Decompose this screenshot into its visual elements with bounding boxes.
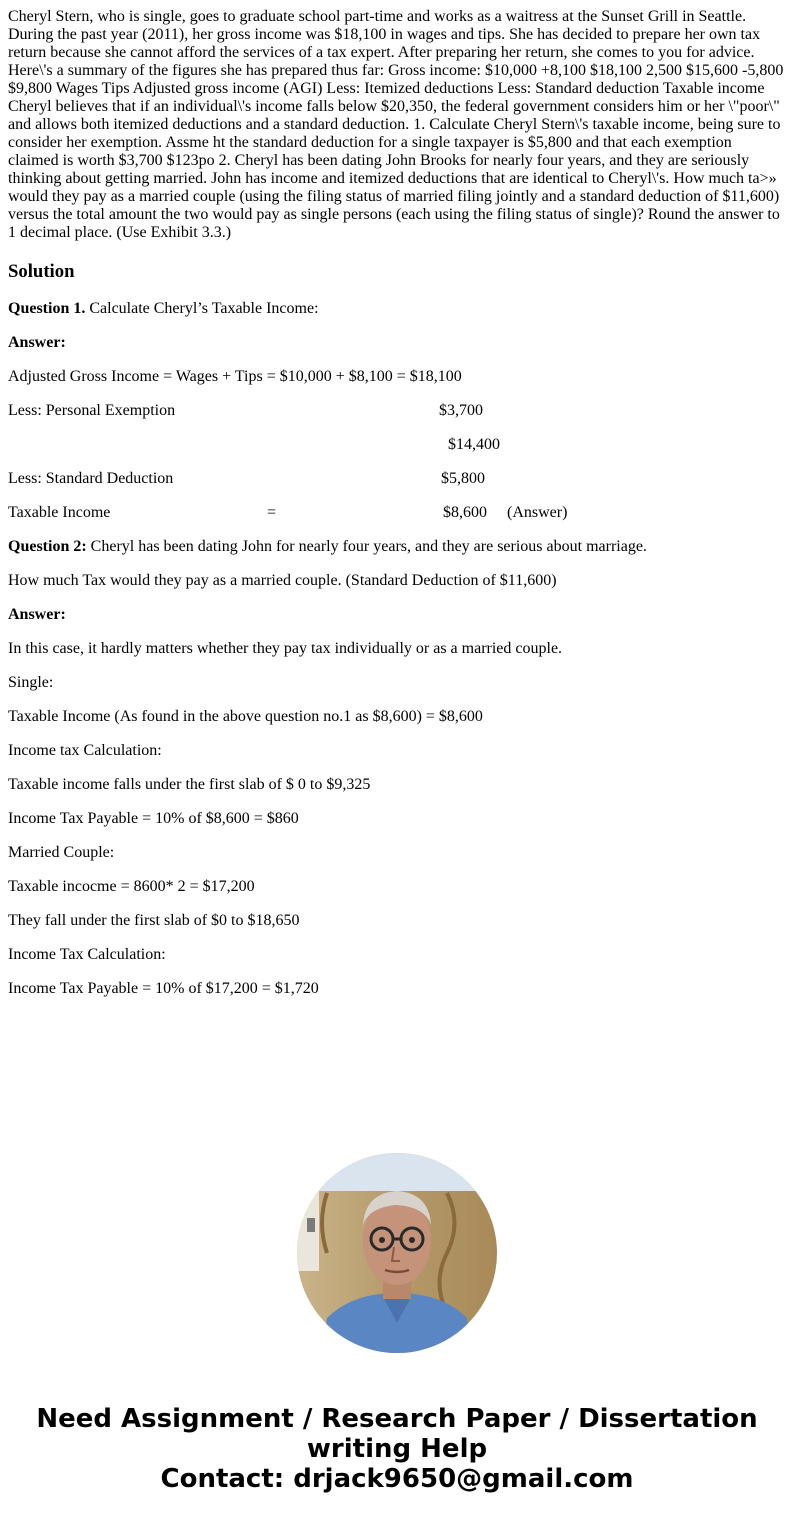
footer-contact-email: Contact: drjack9650@gmail.com [160,1464,634,1494]
subtotal-row [8,436,786,454]
exemption-row [8,402,786,420]
solution-line: Taxable incocme = 8600* 2 = $17,200 [8,878,255,895]
taxable-income-equals: = [267,504,277,521]
taxable-income-value: $8,600 [443,504,487,521]
question-1 [8,300,786,318]
avatar [297,1153,497,1353]
question-2-line2: How much Tax would they pay as a married couple. (Standard Deduction of $11,600) [8,572,557,589]
solution-line: In this case, it hardly matters whether they pay tax individually or as a married couple. [8,640,563,657]
taxable-income-row [8,504,786,522]
standard-deduction-value: $5,800 [441,470,485,487]
question-2-label: Question 2: [8,538,87,555]
avatar-photo [297,1153,497,1353]
answer-1-label: Answer: [8,334,66,351]
solution-line: Income Tax Calculation: [8,946,166,963]
problem-text: Cheryl Stern, who is single, goes to graduate school part-time and works as a waitress at the Sunset Grill in Seattle. During the past year (2011), her gross income was $18,100 in wages and tips. She has decided to prepare her own tax return because she cannot afford the services of a tax expert. After preparing her return, she comes to you for advice. Here\'s a summary of the figures she has prepared thus far: Gross income: $10,000 +8,100 $18,100 2,500 $15,600 -5,800 $9,800 Wages Tips Adjusted gross income (AGI) Less: Itemized deductions Less: Standard deduction Taxable income Cheryl believes that if an individual\'s income falls below $20,350, the federal government considers him or her \"poor\" and allows both itemized deductions and a standard deduction. 1. Calculate Cheryl Stern\'s taxable income, being sure to consider her exemption. Assme ht the standard deduction for a single taxpayer is $5,800 and that each exemption claimed is worth $3,700 $123po 2. Cheryl has been dating John Brooks for nearly four years, and they are seriously thinking about getting married. John has income and itemized deductions that are identical to Cheryl\'s. How much ta>» would they pay as a married couple (using the filing status of married filing jointly and a standard deduction of $11,600) versus the total amount the two would pay as single persons (each using the filing status of single)? Round the answer to 1 decimal place. (Use Exhibit 3.3.) [8,8,784,241]
subtotal-value: $14,400 [448,436,500,453]
solution-line: Income Tax Payable = 10% of $17,200 = $1,720 [8,980,319,997]
answer-2-label: Answer: [8,606,66,623]
solution-line: Income Tax Payable = 10% of $8,600 = $860 [8,810,299,827]
solution-line: Income tax Calculation: [8,742,162,759]
solution-line: Taxable Income (As found in the above question no.1 as $8,600) = $8,600 [8,708,483,725]
solution-line: Single: [8,674,54,691]
footer-line: writing Help [306,1434,488,1464]
standard-deduction-row [8,470,786,488]
taxable-income-note: (Answer) [507,504,568,521]
footer-line: Need Assignment / Research Paper / Dissertation [36,1404,758,1434]
question-2-text: Cheryl has been dating John for nearly four years, and they are serious about marriage. [86,538,647,555]
solution-line: Taxable income falls under the first slab of $ 0 to $9,325 [8,776,371,793]
exemption-label: Less: Personal Exemption [8,402,176,419]
agi-line: Adjusted Gross Income = Wages + Tips = $10,000 + $8,100 = $18,100 [8,368,462,385]
question-2 [8,538,786,556]
standard-deduction-label: Less: Standard Deduction [8,470,174,487]
taxable-income-label: Taxable Income [8,504,111,521]
solution-heading: Solution [8,261,75,282]
solution-line: They fall under the first slab of $0 to $18,650 [8,912,300,929]
solution-line: Married Couple: [8,844,115,861]
exemption-value: $3,700 [439,402,483,419]
question-1-text: Calculate Cheryl’s Taxable Income: [85,300,319,317]
contact-footer [0,1404,794,1494]
question-1-label: Question 1. [8,300,86,317]
